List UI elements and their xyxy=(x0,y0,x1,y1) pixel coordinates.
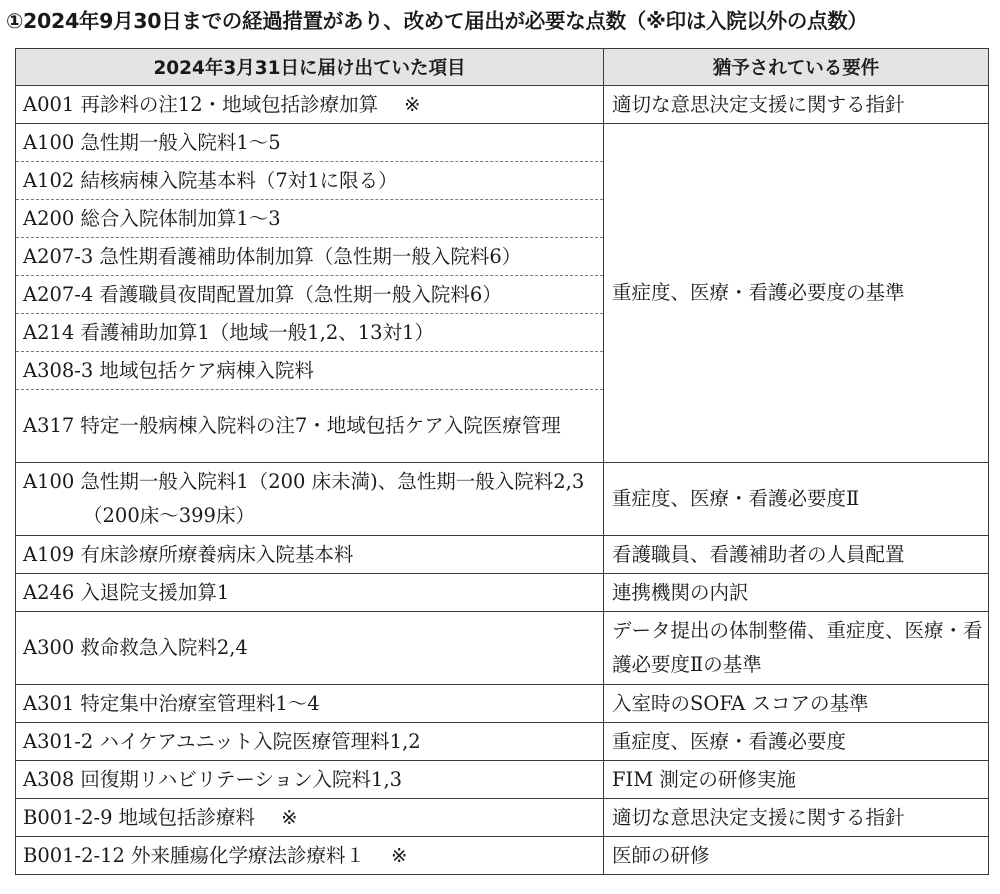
item-name: 急性期一般入院料1（200 床未満)、急性期一般入院料2,3（200床～399床） xyxy=(80,470,585,527)
item-code: A200 xyxy=(23,206,75,230)
item-code: A317 xyxy=(23,414,75,437)
table-row xyxy=(16,799,989,837)
table-row xyxy=(16,723,989,761)
table-row xyxy=(16,463,989,536)
requirement-cell: データ提出の体制整備、重症度、医療・看護必要度Ⅱの基準 xyxy=(604,612,989,685)
item-cell xyxy=(16,536,604,574)
item-code: A001 xyxy=(23,92,75,116)
requirement-cell: 重症度、医療・看護必要度Ⅱ xyxy=(604,463,989,536)
item-cell xyxy=(16,162,604,200)
outpatient-mark: ※ xyxy=(390,843,408,867)
requirement-cell: FIM 測定の研修実施 xyxy=(604,761,989,799)
outpatient-mark: ※ xyxy=(404,92,421,116)
item-code: A100 xyxy=(23,470,75,493)
item-code: A246 xyxy=(23,580,75,604)
requirement-cell-merged: 重症度、医療・看護必要度の基準 xyxy=(604,124,989,463)
item-cell xyxy=(16,612,604,685)
item-name: 看護補助加算1（地域一般1,2、13対1） xyxy=(80,320,434,344)
item-cell xyxy=(16,574,604,612)
item-name: 急性期看護補助体制加算（急性期一般入院料6） xyxy=(99,244,522,268)
item-name: 再診料の注12・地域包括診療加算 xyxy=(80,92,379,116)
item-name: 急性期一般入院料1～5 xyxy=(80,130,281,154)
item-code: A308 xyxy=(23,767,75,791)
item-name: 地域包括診療料 xyxy=(118,805,256,829)
item-name: ハイケアユニット入院医療管理料1,2 xyxy=(99,729,421,753)
item-cell xyxy=(16,799,604,837)
table-row xyxy=(16,685,989,723)
table-row xyxy=(16,124,989,162)
item-code: A100 xyxy=(23,130,75,154)
requirement-cell: 重症度、医療・看護必要度 xyxy=(604,723,989,761)
item-code: A207-3 xyxy=(23,244,94,268)
table-header-row xyxy=(16,49,989,86)
item-name: 入退院支援加算1 xyxy=(80,580,230,604)
item-code: A301-2 xyxy=(23,729,94,753)
table-row xyxy=(16,86,989,124)
item-name: 特定集中治療室管理料1～4 xyxy=(80,691,320,715)
item-cell xyxy=(16,238,604,276)
item-name: 地域包括ケア病棟入院料 xyxy=(99,358,314,382)
item-code: A109 xyxy=(23,542,75,566)
item-name: 特定一般病棟入院料の注7・地域包括ケア入院医療管理 xyxy=(80,414,561,437)
item-code: B001-2-12 xyxy=(23,843,125,867)
table-row xyxy=(16,761,989,799)
table-row xyxy=(16,612,989,685)
item-cell xyxy=(16,390,604,463)
item-code: A102 xyxy=(23,168,75,192)
item-cell xyxy=(16,685,604,723)
item-name: 有床診療所療養病床入院基本料 xyxy=(80,542,354,566)
item-name: 外来腫瘍化学療法診療料１ xyxy=(130,843,365,867)
requirement-cell: 看護職員、看護補助者の人員配置 xyxy=(604,536,989,574)
item-name: 救命救急入院料2,4 xyxy=(80,636,248,659)
item-code: A214 xyxy=(23,320,75,344)
requirement-cell: 入室時のSOFA スコアの基準 xyxy=(604,685,989,723)
table-row xyxy=(16,837,989,875)
outpatient-mark: ※ xyxy=(281,805,298,829)
requirement-cell: 連携機関の内訳 xyxy=(604,574,989,612)
item-cell xyxy=(16,124,604,162)
requirements-table xyxy=(15,48,989,875)
column-header-requirements: 猶予されている要件 xyxy=(604,49,989,86)
item-code: A308-3 xyxy=(23,358,94,382)
item-cell xyxy=(16,86,604,124)
item-cell xyxy=(16,723,604,761)
item-code: B001-2-9 xyxy=(23,805,113,829)
page-title: ①2024年9月30日までの経過措置があり、改めて届出が必要な点数（※印は入院以外の点数） xyxy=(6,9,868,33)
requirement-cell: 医師の研修 xyxy=(604,837,989,875)
item-code: A301 xyxy=(23,691,75,715)
item-name: 看護職員夜間配置加算（急性期一般入院料6） xyxy=(99,282,502,306)
item-code: A300 xyxy=(23,636,75,659)
requirement-cell: 適切な意思決定支援に関する指針 xyxy=(604,799,989,837)
item-cell xyxy=(16,837,604,875)
requirement-cell: 適切な意思決定支援に関する指針 xyxy=(604,86,989,124)
item-cell xyxy=(16,200,604,238)
item-name: 結核病棟入院基本料（7対1に限る） xyxy=(80,168,398,192)
table-row xyxy=(16,536,989,574)
item-cell xyxy=(16,352,604,390)
item-cell xyxy=(16,276,604,314)
column-header-items: 2024年3月31日に届け出ていた項目 xyxy=(16,49,604,86)
item-name: 総合入院体制加算1～3 xyxy=(80,206,281,230)
item-cell xyxy=(16,463,604,536)
item-cell xyxy=(16,761,604,799)
table-row xyxy=(16,574,989,612)
item-name: 回復期リハビリテーション入院料1,3 xyxy=(80,767,403,791)
item-code: A207-4 xyxy=(23,282,94,306)
item-cell xyxy=(16,314,604,352)
